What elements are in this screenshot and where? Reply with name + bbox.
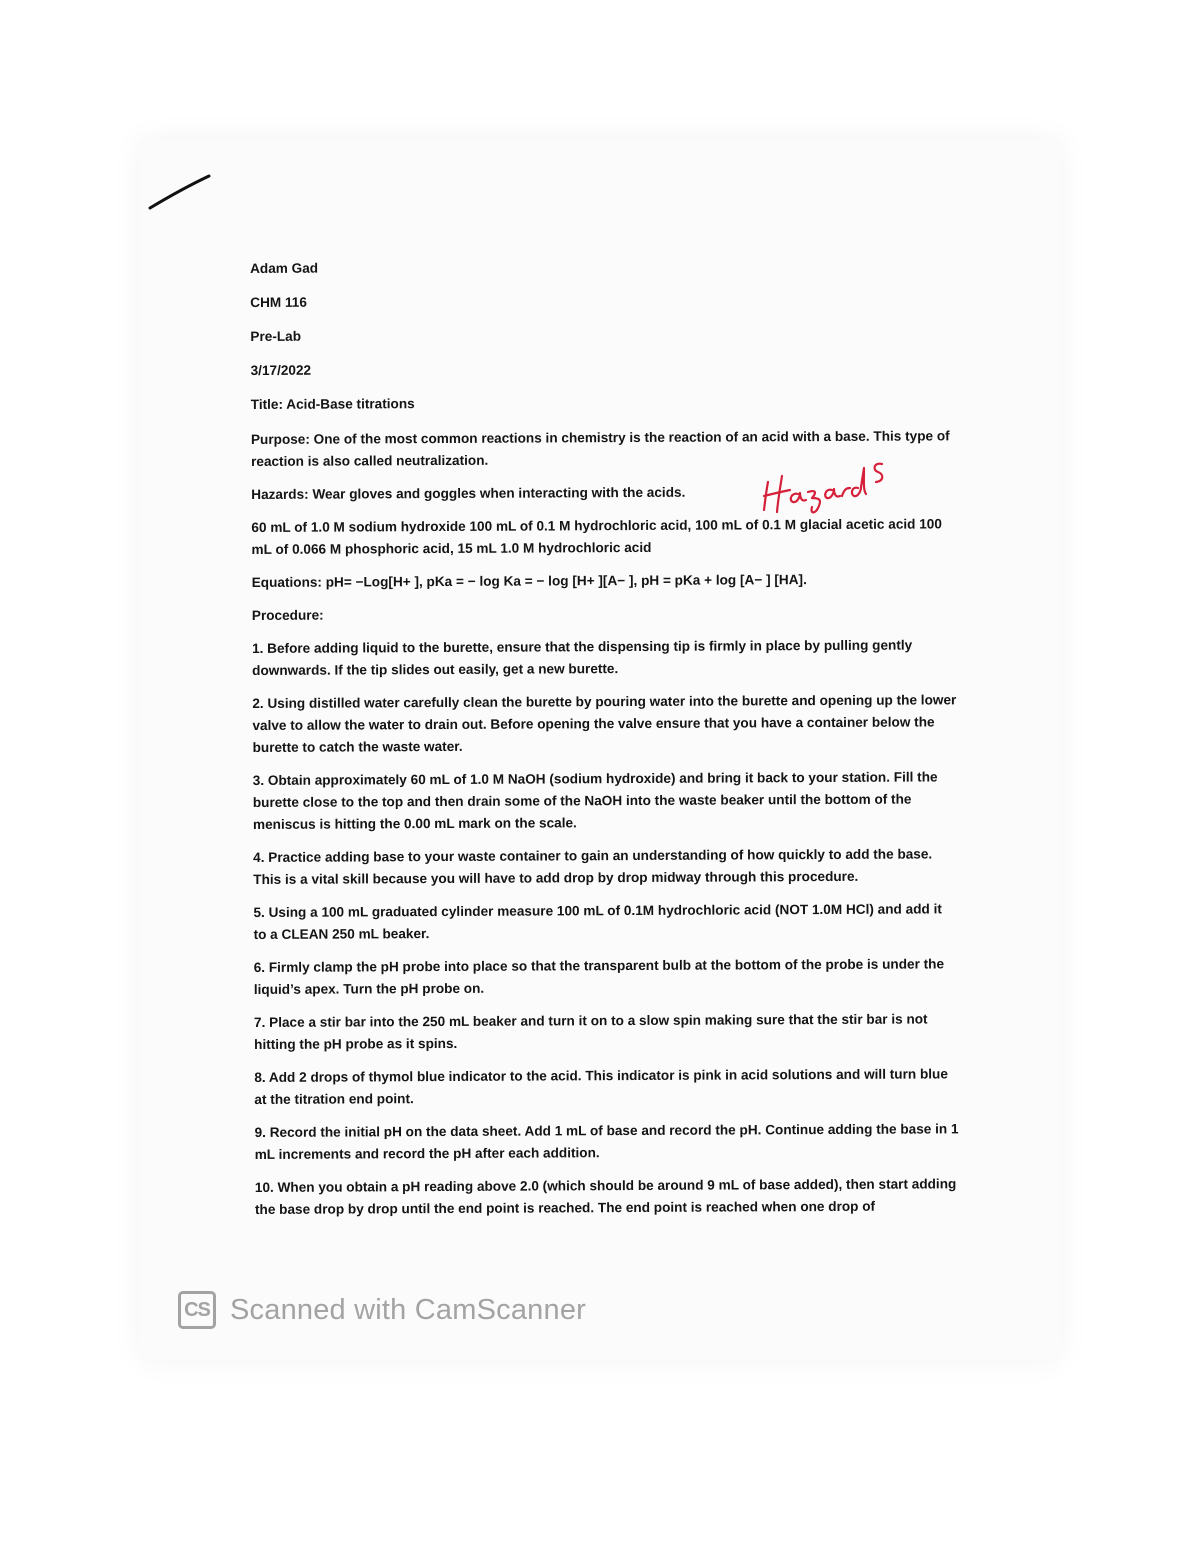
procedure-step: 6. Firmly clamp the pH probe into place so that the transparent bulb at the bottom of the probe is under the liquid’s apex. Turn the pH probe on. [253, 956, 945, 997]
procedure-step: 4. Practice adding base to your waste container to gain an understanding of how quickly to add the base. This is a vital skill because you will have to add drop by drop midway through this procedure. [253, 846, 933, 887]
document-type: Pre-Lab [250, 328, 302, 344]
procedure-heading: Procedure: [251, 607, 324, 623]
procedure-step: 3. Obtain approximately 60 mL of 1.0 M NaOH (sodium hydroxide) and bring it back to your station. Fill the burette close to the top and then drain some of the NaOH into the waste beaker until the bottom of the meniscus is hitting the 0.00 mL mark on the scale. [252, 769, 938, 832]
student-name: Adam Gad [250, 260, 319, 276]
hazards-text: Hazards: Wear gloves and goggles when interacting with the acids. [251, 484, 686, 502]
document-body [250, 254, 960, 1232]
procedure-step: 10. When you obtain a pH reading above 2.0 (which should be around 9 mL of base added), then start adding the base drop by drop until the end point is reached. The end point is reached when one drop of [254, 1176, 957, 1217]
materials-text: 60 mL of 1.0 M sodium hydroxide 100 mL of 0.1 M hydrochloric acid, 100 mL of 0.1 M glacial acetic acid 100 mL of 0.066 M phosphoric acid, 15 mL 1.0 M hydrochloric acid [251, 516, 942, 557]
watermark-text: Scanned with CamScanner [230, 1293, 587, 1326]
procedure-step: 7. Place a stir bar into the 250 mL beaker and turn it on to a slow spin making sure that the stir bar is not hitting the pH probe as it spins. [253, 1011, 928, 1052]
lab-title: Title: Acid-Base titrations [250, 396, 415, 412]
procedure-step: 9. Record the initial pH on the data sheet. Add 1 mL of base and record the pH. Continue adding the base in 1 mL increments and record the pH after each addition. [254, 1121, 959, 1162]
equations-text: Equations: pH= −Log[H+ ], pKa = − log Ka = − log [H+ ][A− ], pH = pKa + log [A− ] [HA]. [251, 572, 807, 590]
procedure-step: 8. Add 2 drops of thymol blue indicator to the acid. This indicator is pink in acid solutions and will turn blue at the titration end point. [254, 1066, 948, 1107]
procedure-step: 5. Using a 100 mL graduated cylinder measure 100 mL of 0.1M hydrochloric acid (NOT 1.0M HCl) and add it to a CLEAN 250 mL beaker. [253, 901, 942, 942]
camscanner-watermark [178, 1290, 586, 1330]
course-code: CHM 116 [250, 294, 307, 310]
document-date: 3/17/2022 [250, 362, 312, 378]
camscanner-logo-icon: CS [178, 1291, 216, 1329]
procedure-step: 2. Using distilled water carefully clean the burette by pouring water into the burette and opening up the lower valve to allow the water to drain out. Before opening the valve ensure that you have a container below the burette to catch the waste water. [252, 692, 957, 755]
procedure-step: 1. Before adding liquid to the burette, ensure that the dispensing tip is firmly in place by pulling gently downwards. If the tip slides out easily, get a new burette. [252, 637, 913, 678]
pen-stroke-mark [145, 170, 215, 215]
purpose-text: Purpose: One of the most common reactions in chemistry is the reaction of an acid with a base. This type of reaction is also called neutralization. [250, 428, 950, 469]
handwritten-hazards-note [760, 454, 895, 516]
